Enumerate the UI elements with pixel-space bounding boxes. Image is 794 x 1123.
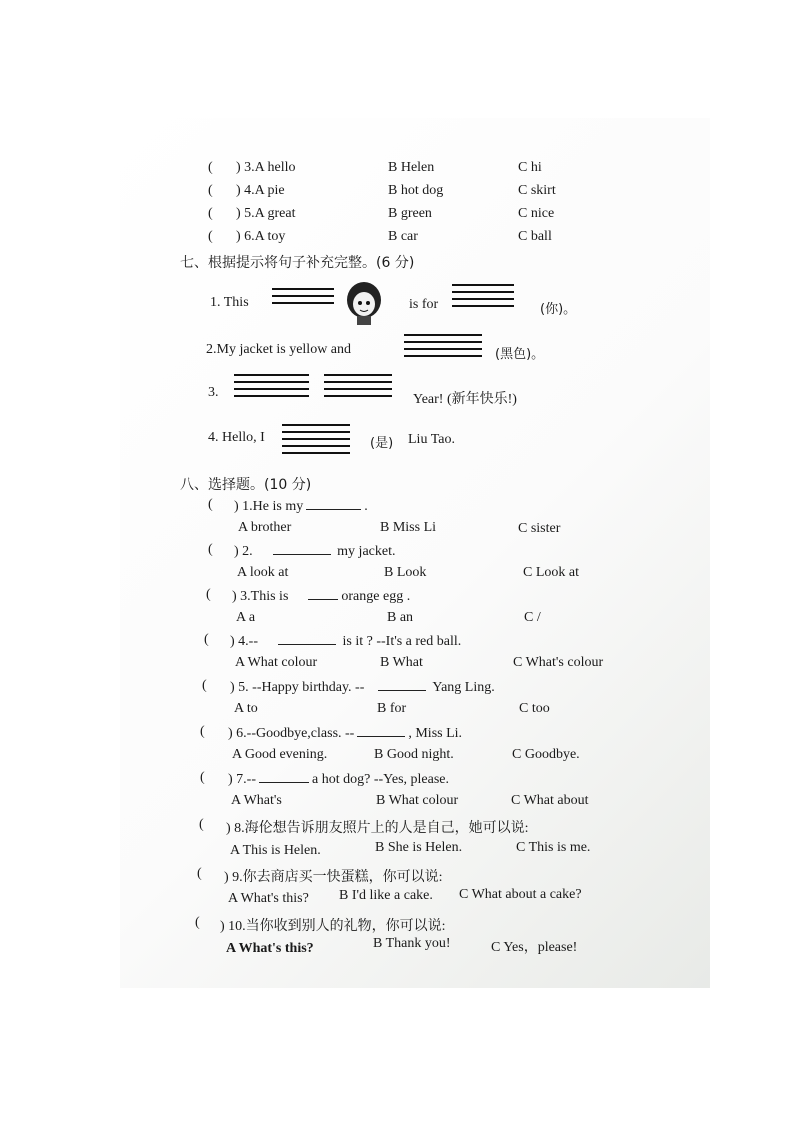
- option-b: B Thank you!: [373, 936, 451, 951]
- option-c: C ball: [518, 229, 552, 244]
- answer-paren: (: [208, 542, 213, 557]
- answer-blank[interactable]: [306, 497, 361, 510]
- option-b: B hot dog: [388, 183, 444, 198]
- answer-paren: (: [199, 817, 204, 832]
- option-c: C What about: [511, 793, 589, 808]
- q1-mid-text: is for: [409, 297, 439, 312]
- q4-writing-lines[interactable]: [282, 424, 350, 459]
- option-c: C too: [519, 701, 550, 716]
- option-a: A to: [234, 701, 258, 716]
- match-item: ) 4.A pie: [236, 183, 285, 198]
- option-b: B What: [380, 655, 423, 670]
- option-b: B I'd like a cake.: [339, 888, 433, 903]
- answer-blank[interactable]: [308, 587, 338, 600]
- answer-paren: (: [208, 497, 213, 512]
- option-b: B Look: [384, 565, 427, 580]
- q4-hint: (是): [370, 436, 394, 451]
- option-c: C This is me.: [516, 840, 591, 855]
- option-c: C Goodbye.: [512, 747, 580, 762]
- answer-paren: (: [195, 915, 200, 930]
- answer-paren: (: [200, 770, 205, 785]
- q3-text: Year! (新年快乐!): [413, 392, 517, 407]
- question-10: ) 10.当你收到别人的礼物，你可以说:: [220, 919, 446, 934]
- option-c: C sister: [518, 521, 561, 536]
- girl-icon: [345, 280, 383, 326]
- answer-paren: (: [206, 587, 211, 602]
- question-4: ) 4.-- is it ? --It's a red ball.: [230, 634, 462, 649]
- question-7: ) 7.-- a hot dog? --Yes, please.: [228, 772, 449, 787]
- answer-paren: (: [197, 866, 202, 881]
- match-item: ) 3.A hello: [236, 160, 296, 175]
- option-c: C Yes，please!: [491, 940, 578, 955]
- answer-paren: (: [202, 678, 207, 693]
- answer-blank[interactable]: [378, 678, 426, 691]
- option-b: B an: [387, 610, 414, 625]
- answer-paren: (: [204, 632, 209, 647]
- question-5: ) 5. --Happy birthday. -- Yang Ling.: [230, 680, 495, 695]
- answer-paren: (: [208, 206, 213, 221]
- option-b: B What colour: [376, 793, 459, 808]
- option-b: B green: [388, 206, 432, 221]
- q2-text: 2.My jacket is yellow and: [206, 342, 352, 357]
- option-b: B for: [377, 701, 407, 716]
- section-8-heading: 八、选择题。(10 分): [180, 477, 312, 493]
- question-8: ) 8.海伦想告诉朋友照片上的人是自己，她可以说:: [226, 821, 529, 836]
- option-a: A What's this?: [228, 891, 309, 906]
- q1-text: 1. This: [210, 295, 249, 310]
- option-b: B Miss Li: [380, 520, 437, 535]
- option-b: B Helen: [388, 160, 435, 175]
- option-c: C skirt: [518, 183, 556, 198]
- answer-paren: (: [208, 229, 213, 244]
- q3-number: 3.: [208, 385, 219, 400]
- option-a: A Good evening.: [232, 747, 328, 762]
- q3-writing-lines-1[interactable]: [234, 374, 309, 402]
- option-a: A What colour: [235, 655, 318, 670]
- q1-hint: (你)。: [540, 302, 577, 317]
- q2-writing-lines[interactable]: [404, 334, 482, 362]
- bleed-through-text: [632, 150, 712, 610]
- question-2: ) 2. my jacket.: [234, 544, 396, 559]
- q4-tail: Liu Tao.: [408, 432, 455, 447]
- q3-writing-lines-2[interactable]: [324, 374, 392, 402]
- answer-paren: (: [208, 160, 213, 175]
- option-c: C What about a cake?: [459, 887, 582, 902]
- option-b: B Good night.: [374, 747, 454, 762]
- question-9: ) 9.你去商店买一快蛋糕，你可以说:: [224, 870, 443, 885]
- option-a: A This is Helen.: [230, 843, 321, 858]
- option-a: A look at: [237, 565, 289, 580]
- question-6: ) 6.--Goodbye,class. -- , Miss Li.: [228, 726, 463, 741]
- option-a: A What's this?: [226, 941, 314, 956]
- question-1: ) 1.He is my .: [234, 499, 368, 514]
- answer-paren: (: [208, 183, 213, 198]
- option-c: C /: [524, 610, 541, 625]
- q1-writing-lines-2[interactable]: [452, 284, 514, 312]
- answer-blank[interactable]: [259, 770, 309, 783]
- option-a: A What's: [231, 793, 282, 808]
- section-7-heading: 七、根据提示将句子补充完整。(6 分): [180, 255, 415, 271]
- answer-blank[interactable]: [273, 542, 331, 555]
- answer-blank[interactable]: [278, 632, 336, 645]
- option-c: C What's colour: [513, 655, 604, 670]
- option-a: A a: [236, 610, 256, 625]
- match-item: ) 6.A toy: [236, 229, 286, 244]
- answer-blank[interactable]: [357, 724, 405, 737]
- q2-hint: (黑色)。: [495, 347, 545, 362]
- option-c: C hi: [518, 160, 542, 175]
- option-c: C Look at: [523, 565, 579, 580]
- option-a: A brother: [238, 520, 292, 535]
- question-3: ) 3.This is orange egg .: [232, 589, 411, 604]
- q1-writing-lines-1[interactable]: [272, 288, 334, 309]
- q4-text: 4. Hello, I: [208, 430, 265, 445]
- option-c: C nice: [518, 206, 555, 221]
- option-b: B She is Helen.: [375, 840, 463, 855]
- match-item: ) 5.A great: [236, 206, 296, 221]
- option-b: B car: [388, 229, 418, 244]
- answer-paren: (: [200, 724, 205, 739]
